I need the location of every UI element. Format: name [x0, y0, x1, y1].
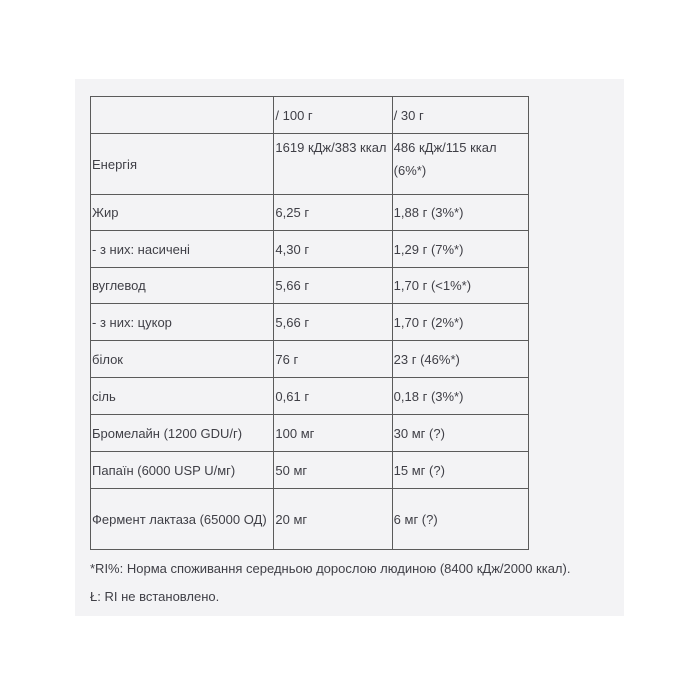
table-header-row: [91, 97, 529, 134]
value-per-30g: 486 кДж/115 ккал (6%*): [392, 134, 528, 195]
row-label: - з них: насичені: [91, 231, 274, 268]
value-per-30g: 15 мг (?): [392, 452, 528, 489]
table-row: [91, 415, 529, 452]
value-per-100g: 5,66 г: [274, 304, 392, 341]
row-label: Бромелайн (1200 GDU/г): [91, 415, 274, 452]
value-per-100g: 4,30 г: [274, 231, 392, 268]
header-cell-empty: [91, 97, 274, 134]
ri-footnote: *RI%: Норма споживання середньою дорослою людиною (8400 кДж/2000 ккал).: [90, 561, 571, 576]
row-label: Фермент лактаза (65000 ОД): [91, 489, 274, 550]
header-per-30g: / 30 г: [392, 97, 528, 134]
value-per-100g: 100 мг: [274, 415, 392, 452]
table-row: [91, 341, 529, 378]
nutrition-table: [90, 96, 529, 550]
row-label: білок: [91, 341, 274, 378]
value-per-30g: 30 мг (?): [392, 415, 528, 452]
value-per-30g: 6 мг (?): [392, 489, 528, 550]
value-per-30g: 1,70 г (<1%*): [392, 268, 528, 304]
table-row: [91, 489, 529, 550]
table-row: [91, 378, 529, 415]
row-label: Жир: [91, 195, 274, 231]
table-row: [91, 231, 529, 268]
value-per-30g: 0,18 г (3%*): [392, 378, 528, 415]
value-per-100g: 0,61 г: [274, 378, 392, 415]
value-per-100g: 5,66 г: [274, 268, 392, 304]
value-per-100g: 76 г: [274, 341, 392, 378]
value-per-30g: 23 г (46%*): [392, 341, 528, 378]
not-established-footnote: Ł: RI не встановлено.: [90, 589, 220, 604]
value-per-100g: 20 мг: [274, 489, 392, 550]
value-per-30g: 1,88 г (3%*): [392, 195, 528, 231]
table-row: [91, 134, 529, 195]
header-per-100g: / 100 г: [274, 97, 392, 134]
value-per-30g: 1,29 г (7%*): [392, 231, 528, 268]
table-row: [91, 304, 529, 341]
table-row: [91, 452, 529, 489]
value-per-30g: 1,70 г (2%*): [392, 304, 528, 341]
row-label: вуглевод: [91, 268, 274, 304]
row-label: - з них: цукор: [91, 304, 274, 341]
value-per-100g: 50 мг: [274, 452, 392, 489]
value-per-100g: 1619 кДж/383 ккал: [274, 134, 392, 195]
row-label: сіль: [91, 378, 274, 415]
row-label: Папаїн (6000 USP U/мг): [91, 452, 274, 489]
table-row: [91, 195, 529, 231]
row-label: Енергія: [91, 134, 274, 195]
table-row: [91, 268, 529, 304]
value-per-100g: 6,25 г: [274, 195, 392, 231]
